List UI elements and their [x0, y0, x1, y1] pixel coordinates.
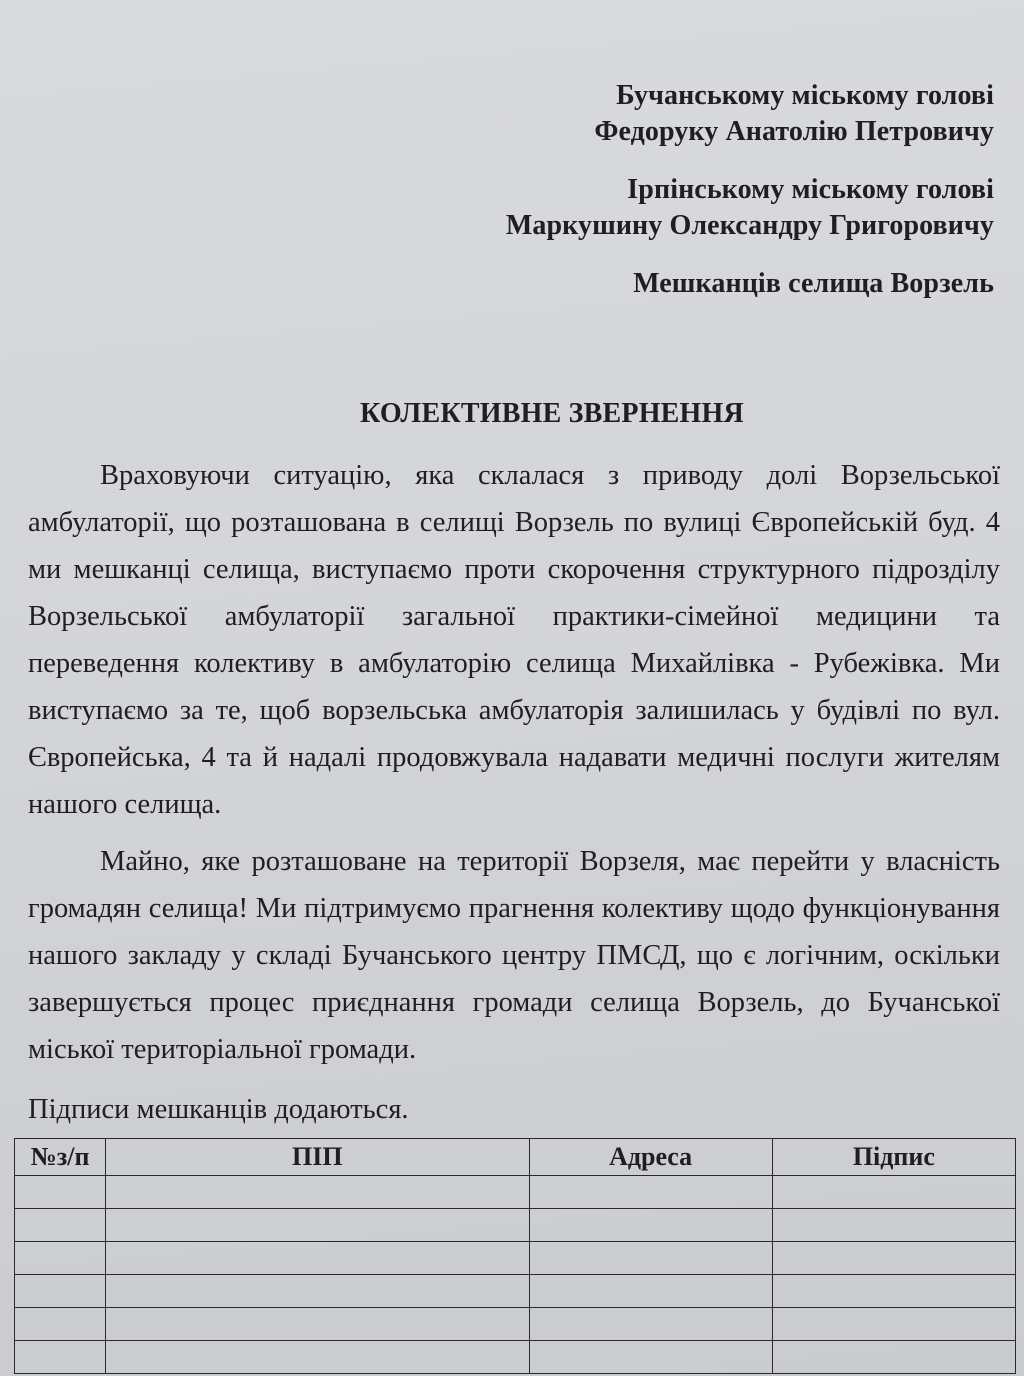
table-cell — [106, 1176, 529, 1209]
table-cell — [772, 1341, 1015, 1374]
addressee-line: Бучанському міському голові — [616, 80, 994, 111]
addressee-line: Маркушину Олександру Григоровичу — [505, 210, 994, 241]
table-cell — [772, 1242, 1015, 1275]
body-paragraph-1 — [28, 452, 1000, 828]
addressee-line: Федоруку Анатолію Петровичу — [594, 116, 994, 147]
table-cell — [15, 1176, 106, 1209]
table-row — [15, 1275, 1016, 1308]
table-row — [15, 1209, 1016, 1242]
table-cell — [15, 1341, 106, 1374]
table-cell — [529, 1209, 772, 1242]
table-cell — [529, 1176, 772, 1209]
body-paragraph-2 — [28, 838, 1000, 1073]
table-cell — [106, 1242, 529, 1275]
document-title: КОЛЕКТИВНЕ ЗВЕРНЕННЯ — [360, 398, 744, 429]
sender-line — [506, 266, 994, 302]
table-row — [15, 1242, 1016, 1275]
table-cell — [106, 1308, 529, 1341]
column-header-address: Адреса — [529, 1139, 772, 1176]
addressee-bucha-mayor — [506, 78, 994, 150]
table-header-row — [15, 1139, 1016, 1176]
addressee-line: Мешканців селища Ворзель — [633, 268, 994, 299]
signatures-note: Підписи мешканців додаються. — [28, 1094, 409, 1125]
column-header-name: ПІП — [106, 1139, 529, 1176]
table-cell — [772, 1308, 1015, 1341]
table-cell — [15, 1275, 106, 1308]
table-cell — [106, 1209, 529, 1242]
table-cell — [15, 1242, 106, 1275]
paragraph-text: Майно, яке розташоване на території Ворзеля, має перейти у власність громадян селища! Ми підтримуємо прагнення колективу щодо функціонування нашого закладу у складі Бучанського центру ПМСД, що є логічним, оскільки завершується процес приєднання громади селища Ворзель, до Бучанської міської територіальної громади. — [28, 846, 1000, 1065]
table-cell — [772, 1209, 1015, 1242]
table-cell — [529, 1275, 772, 1308]
table-cell — [529, 1341, 772, 1374]
addressee-irpin-mayor — [506, 172, 994, 244]
signature-table — [14, 1138, 1016, 1374]
table-row — [15, 1341, 1016, 1374]
table-row — [15, 1176, 1016, 1209]
paragraph-text: Враховуючи ситуацію, яка склалася з приводу долі Ворзельської амбулаторії, що розташована в селищі Ворзель по вулиці Європейській буд. 4 ми мешканці селища, виступаємо проти скорочення структурного підрозділу Ворзельської амбулаторії загальної практики-сімейної медицини та переведення колективу в амбулаторію селища Михайлівка - Рубежівка. Ми виступаємо за те, щоб ворзельська амбулаторія залишилась у будівлі по вул. Європейська, 4 та й надалі продовжувала надавати медичні послуги жителям нашого селища. — [28, 460, 1000, 820]
addressee-block — [506, 78, 994, 302]
table-cell — [529, 1308, 772, 1341]
table-cell — [772, 1176, 1015, 1209]
table-cell — [529, 1242, 772, 1275]
table-row — [15, 1308, 1016, 1341]
table-cell — [772, 1275, 1015, 1308]
column-header-signature: Підпис — [772, 1139, 1015, 1176]
table-cell — [15, 1209, 106, 1242]
table-cell — [106, 1275, 529, 1308]
table-cell — [15, 1308, 106, 1341]
table-cell — [106, 1341, 529, 1374]
column-header-number: №з/п — [15, 1139, 106, 1176]
addressee-line: Ірпінському міському голові — [627, 174, 994, 205]
